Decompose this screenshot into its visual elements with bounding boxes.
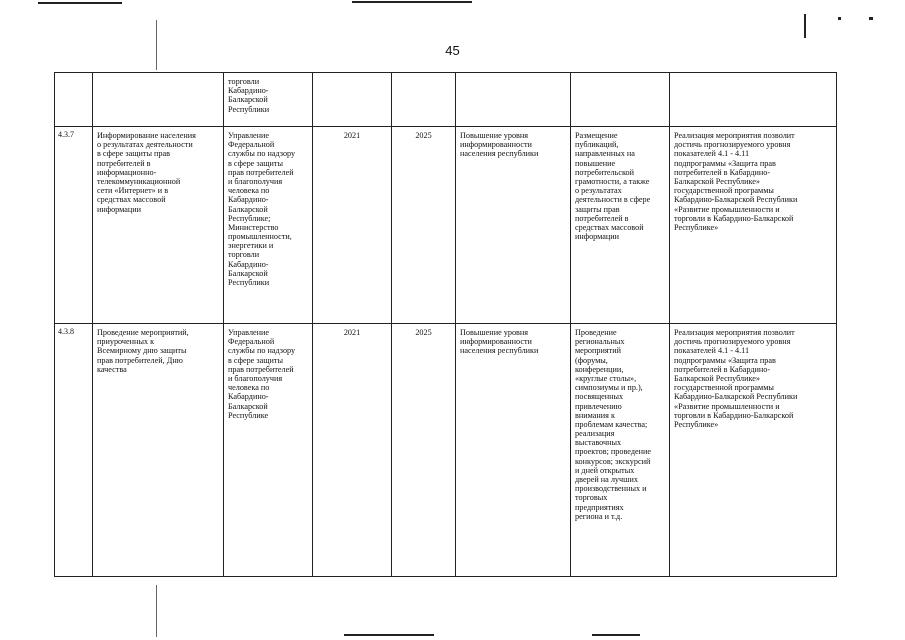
scan-edge-top-left: [38, 2, 122, 4]
cell-executor: торговли Кабардино- Балкарской Республики: [224, 73, 313, 127]
cell-measure: Информирование населения о результатах деятельности в сфере защиты прав потребителей в информационно- телекоммуникационной сети «Интернет» и в средствах массовой информации: [93, 127, 224, 324]
table-row: [55, 127, 837, 324]
cell-measure: Проведение мероприятий, приуроченных к Всемирному дню защиты прав потребителей, Дню качества: [93, 324, 224, 577]
page-number: 45: [445, 43, 460, 58]
scan-dot-right-2: [869, 17, 873, 20]
cell-number: 4.3.7: [55, 127, 93, 324]
scan-margin-line-lower: [156, 585, 157, 637]
cell-end-year: 2025: [392, 324, 456, 577]
measures-table: [54, 72, 837, 577]
cell-executor: Управление Федеральной службы по надзору в сфере защиты прав потребителей и благополучия человека по Кабардино- Балкарской Республике; Министерство промышленности, энергетики и торговли Кабардино- Балкарской Республики: [224, 127, 313, 324]
cell-number: [55, 73, 93, 127]
cell-number: 4.3.8: [55, 324, 93, 577]
cell-result: [571, 73, 670, 127]
scan-edge-bottom-right: [592, 634, 640, 636]
cell-end-year: [392, 73, 456, 127]
cell-executor: Управление Федеральной службы по надзору в сфере защиты прав потребителей и благополучия человека по Кабардино- Балкарской Республике: [224, 324, 313, 577]
cell-indicator: [456, 73, 571, 127]
scan-dot-right-1: [838, 17, 841, 20]
cell-end-year: 2025: [392, 127, 456, 324]
scan-edge-top-right: [804, 14, 806, 38]
scan-edge-bottom-center: [344, 634, 434, 636]
table-row: [55, 324, 837, 577]
cell-connection: Реализация мероприятия позволит достичь прогнозируемого уровня показателей 4.1 - 4.11 подпрограммы «Защита прав потребителей в Кабардино- Балкарской Республике» государственной программы Кабардино-Балкарской Республики «Развитие промышленности и торговли в Кабардино-Балкарской Республике»: [670, 127, 837, 324]
cell-measure: [93, 73, 224, 127]
cell-indicator: Повышение уровня информированности населения республики: [456, 127, 571, 324]
cell-result: Размещение публикаций, направленных на повышение потребительской грамотности, а также о результатах деятельности в сфере защиты прав потребителей в средствах массовой информации: [571, 127, 670, 324]
cell-connection: Реализация мероприятия позволит достичь прогнозируемого уровня показателей 4.1 - 4.11 подпрограммы «Защита прав потребителей в Кабардино- Балкарской Республике» государственной программы Кабардино-Балкарской Республики «Развитие промышленности и торговли в Кабардино-Балкарской Республике»: [670, 324, 837, 577]
cell-start-year: 2021: [313, 324, 392, 577]
cell-start-year: 2021: [313, 127, 392, 324]
cell-connection: [670, 73, 837, 127]
cell-start-year: [313, 73, 392, 127]
cell-result: Проведение региональных мероприятий (форумы, конференции, «круглые столы», симпозиумы и пр.), посвященных привлечению внимания к проблемам качества; реализация выставочных проектов; проведение конкурсов; экскурсий и дней открытых дверей на лучших производственных и торговых предприятиях региона и т.д.: [571, 324, 670, 577]
cell-indicator: Повышение уровня информированности населения республики: [456, 324, 571, 577]
table-row-continued: [55, 73, 837, 127]
scan-edge-top-center: [352, 1, 472, 3]
